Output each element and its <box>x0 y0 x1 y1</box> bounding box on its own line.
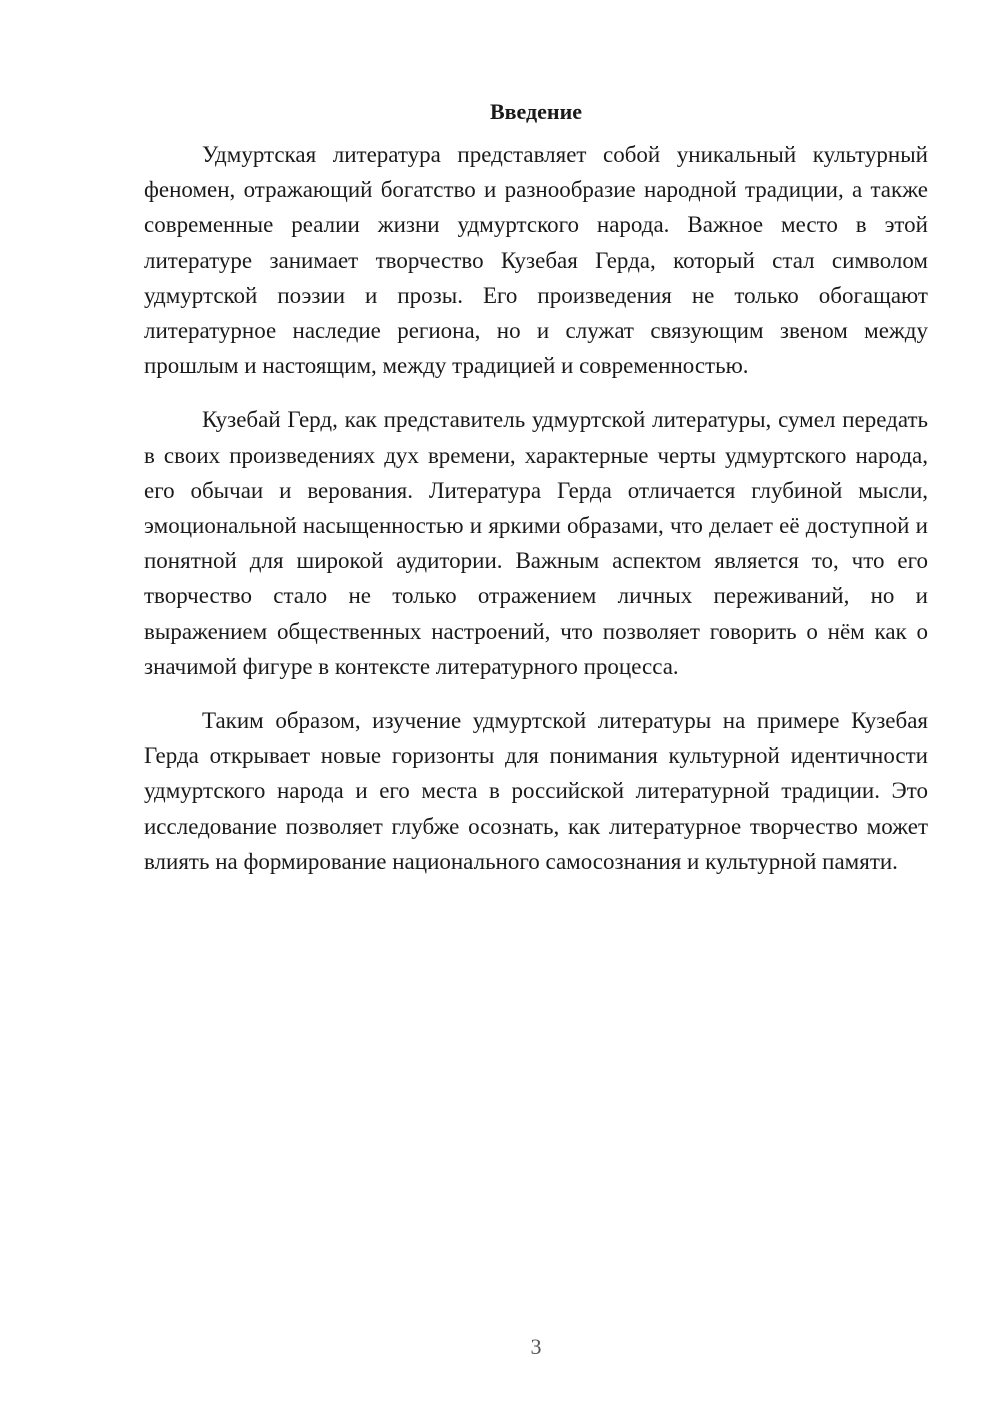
page-number: 3 <box>530 1334 542 1359</box>
section-heading: Введение <box>489 99 583 124</box>
paragraph-conclusion: Таким образом, изучение удмуртской литературы на примере Кузебая Герда открывает новые горизонты для понимания культурной идентичности удмуртского народа и его места в российской литературной традиции. Это исследование позволяет глубже осознать, как литературное творчество может влиять на формирование национального самосознания и культурной памяти. <box>144 708 928 874</box>
paragraph-gerd: Кузебай Герд, как представитель удмуртской литературы, сумел передать в своих произведениях дух времени, характерные черты удмуртского народа, его обычаи и верования. Литература Герда отличается глубиной мысли, эмоциональной насыщенностью и яркими образами, что делает её доступной и понятной для широкой аудитории. Важным аспектом является то, что его творчество стало не только отражением личных переживаний, но и выражением общественных настроений, что позволяет говорить о нём как о значимой фигуре в контексте литературного процесса. <box>144 407 928 679</box>
paragraph-intro: Удмуртская литература представляет собой уникальный культурный феномен, отражающий богатство и разнообразие народной традиции, а также современные реалии жизни удмуртского народа. Важное место в этой литературе занимает творчество Кузебая Герда, который стал символом удмуртской поэзии и прозы. Его произведения не только обогащают литературное наследие региона, но и служат связующим звеном между прошлым и настоящим, между традицией и современностью. <box>144 142 928 379</box>
page-content <box>144 96 928 898</box>
